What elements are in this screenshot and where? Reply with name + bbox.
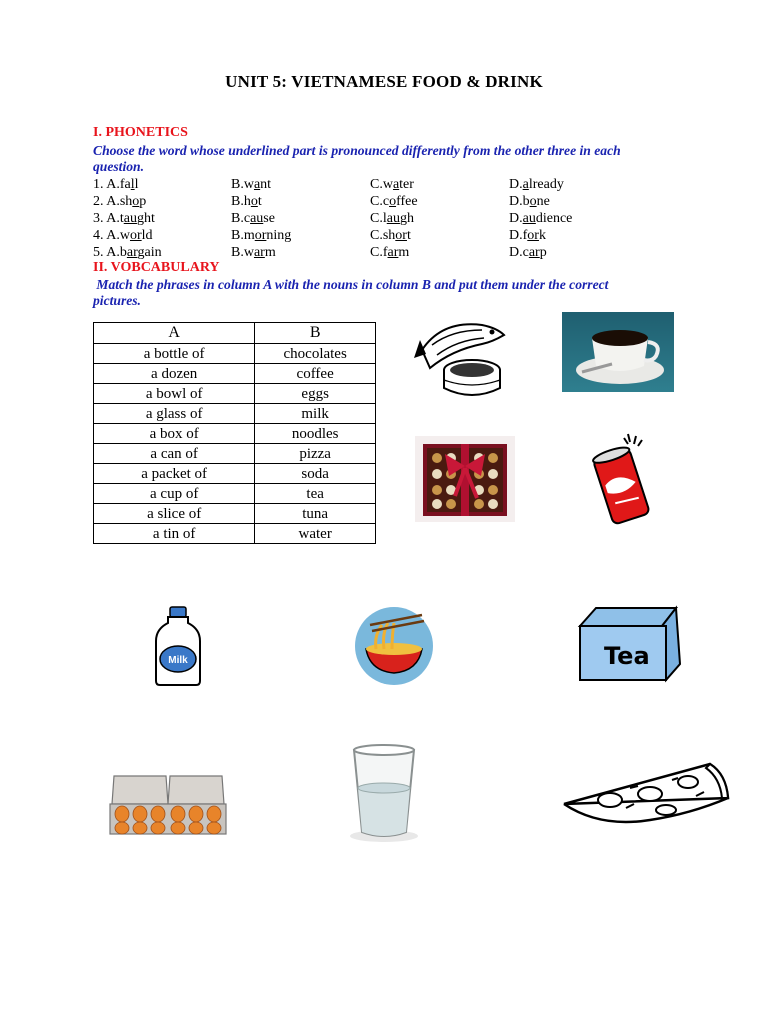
option-suffix: ld [141, 228, 153, 243]
option-suffix: m [264, 245, 276, 260]
option-suffix: se [263, 211, 275, 226]
option-underlined-part: au [386, 211, 400, 226]
question-option [370, 244, 409, 261]
option-prefix: D.b [509, 194, 530, 209]
noun-cell: tea [255, 484, 376, 504]
table-row [94, 484, 376, 504]
page-title: UNIT 5: VIETNAMESE FOOD & DRINK [225, 72, 543, 91]
soda-can-picture [588, 430, 658, 525]
vocabulary-instruction [93, 277, 713, 309]
option-underlined-part: au [250, 211, 264, 226]
option-underlined-part: a [392, 177, 400, 192]
phrase-cell: a tin of [94, 524, 255, 544]
option-suffix: gain [137, 245, 162, 260]
option-prefix: B.h [231, 194, 251, 209]
option-suffix: t [406, 228, 411, 243]
question-option [370, 176, 414, 193]
question-option [93, 227, 153, 244]
question-option [509, 193, 550, 210]
milk-bottle-picture [152, 605, 204, 687]
question-option [231, 227, 291, 244]
option-suffix: lready [528, 177, 564, 192]
question-number: 3. [93, 211, 104, 226]
option-prefix: D. [509, 177, 523, 192]
option-underlined-part: o [132, 194, 140, 209]
option-suffix: m [398, 245, 410, 260]
table-row [94, 524, 376, 544]
option-underlined-part: o [389, 194, 397, 209]
noodles-picture [352, 605, 436, 687]
option-prefix: B.w [231, 245, 254, 260]
option-underlined-part: au [522, 211, 536, 226]
tuna-picture [412, 310, 512, 400]
chocolate-box-icon [415, 436, 515, 522]
vocabulary-table [93, 322, 376, 544]
vocabulary-instruction-line2: pictures. [93, 293, 141, 308]
tea-packet-picture [574, 602, 686, 684]
phrase-cell: a can of [94, 444, 255, 464]
question-option [93, 193, 146, 210]
phrase-cell: a dozen [94, 364, 255, 384]
question-number: 1. [93, 177, 104, 192]
column-header: A [94, 323, 255, 344]
phrase-cell: a slice of [94, 504, 255, 524]
noun-cell: tuna [255, 504, 376, 524]
option-underlined-part: ar [528, 245, 540, 260]
option-underlined-part: ar [253, 245, 265, 260]
vocabulary-heading: II. VOBCABULARY [93, 260, 220, 275]
noun-cell: milk [255, 404, 376, 424]
option-underlined-part: l [130, 177, 135, 192]
option-prefix: D.f [509, 228, 528, 243]
table-row [94, 384, 376, 404]
option-prefix: D. [509, 211, 523, 226]
option-prefix: A.b [106, 245, 127, 260]
option-suffix: gh [399, 211, 414, 226]
option-underlined-part: au [123, 211, 137, 226]
option-underlined-part: or [395, 228, 407, 243]
option-underlined-part: or [129, 228, 142, 243]
question-option [93, 244, 162, 261]
table-row [94, 444, 376, 464]
option-underlined-part: a [522, 177, 529, 192]
question-option [231, 176, 271, 193]
option-suffix: t [257, 194, 262, 209]
phrase-cell: a bottle of [94, 344, 255, 364]
phrase-cell: a cup of [94, 484, 255, 504]
option-prefix: C.f [370, 245, 388, 260]
option-prefix: A.fa [106, 177, 131, 192]
option-suffix: nt [260, 177, 272, 192]
option-prefix: B.c [231, 211, 251, 226]
table-header-row [94, 323, 376, 344]
noun-cell: eggs [255, 384, 376, 404]
phonetics-heading: I. PHONETICS [93, 125, 188, 140]
question-option [370, 227, 411, 244]
table-row [94, 404, 376, 424]
table-row [94, 464, 376, 484]
milk-label: Milk [168, 655, 188, 666]
option-prefix: A.w [106, 228, 130, 243]
question-option [231, 244, 276, 261]
option-suffix: p [539, 245, 547, 260]
option-suffix: ffee [396, 194, 418, 209]
water-glass-picture [346, 744, 422, 844]
phrase-cell: a glass of [94, 404, 255, 424]
option-prefix: A.t [106, 211, 124, 226]
chocolates-picture [415, 436, 515, 522]
phonetics-instruction-line2: question. [93, 159, 144, 174]
vocabulary-instruction-line1: Match the phrases in column A with the nouns in column B and put them under the correct [93, 277, 609, 292]
option-underlined-part: o [529, 194, 537, 209]
pizza-slice-picture [560, 758, 734, 840]
question-number: 4. [93, 228, 104, 243]
noun-cell: water [255, 524, 376, 544]
option-suffix: ght [136, 211, 155, 226]
phonetics-instruction [93, 143, 713, 175]
option-suffix: ne [536, 194, 550, 209]
question-number: 2. [93, 194, 104, 209]
noun-cell: soda [255, 464, 376, 484]
option-underlined-part: o [250, 194, 258, 209]
option-suffix: ter [399, 177, 414, 192]
question-option [509, 210, 572, 227]
question-option [370, 210, 414, 227]
phrase-cell: a box of [94, 424, 255, 444]
option-suffix: ning [266, 228, 292, 243]
column-header: B [255, 323, 376, 344]
noun-cell: noodles [255, 424, 376, 444]
noun-cell: coffee [255, 364, 376, 384]
question-option [509, 227, 546, 244]
option-prefix: D.c [509, 245, 529, 260]
option-underlined-part: or [254, 228, 267, 243]
question-option [93, 210, 155, 227]
tea-label: Tea [604, 642, 650, 670]
option-prefix: C.sh [370, 228, 396, 243]
question-option [509, 176, 564, 193]
option-underlined-part: or [527, 228, 539, 243]
eggs-picture [108, 770, 228, 838]
option-underlined-part: ar [387, 245, 399, 260]
table-row [94, 364, 376, 384]
option-prefix: A.sh [106, 194, 133, 209]
option-suffix: k [538, 228, 546, 243]
option-prefix: C.l [370, 211, 387, 226]
option-underlined-part: ar [126, 245, 138, 260]
question-option [231, 210, 275, 227]
question-option [231, 193, 262, 210]
coffee-picture [562, 312, 674, 392]
coffee-cup-icon [562, 312, 674, 392]
noun-cell: pizza [255, 444, 376, 464]
option-suffix: p [139, 194, 147, 209]
option-underlined-part: a [253, 177, 261, 192]
phrase-cell: a bowl of [94, 384, 255, 404]
table-row [94, 504, 376, 524]
phonetics-instruction-line1: Choose the word whose underlined part is pronounced differently from the other three in each [93, 143, 621, 158]
option-prefix: B.w [231, 177, 254, 192]
question-option [93, 176, 139, 193]
option-prefix: C.w [370, 177, 393, 192]
table-row [94, 344, 376, 364]
option-suffix: dience [535, 211, 573, 226]
noun-cell: chocolates [255, 344, 376, 364]
question-option [370, 193, 418, 210]
question-option [509, 244, 547, 261]
table-row [94, 424, 376, 444]
option-prefix: B.m [231, 228, 255, 243]
option-prefix: C.c [370, 194, 390, 209]
question-number: 5. [93, 245, 104, 260]
option-suffix: l [134, 177, 139, 192]
phrase-cell: a packet of [94, 464, 255, 484]
